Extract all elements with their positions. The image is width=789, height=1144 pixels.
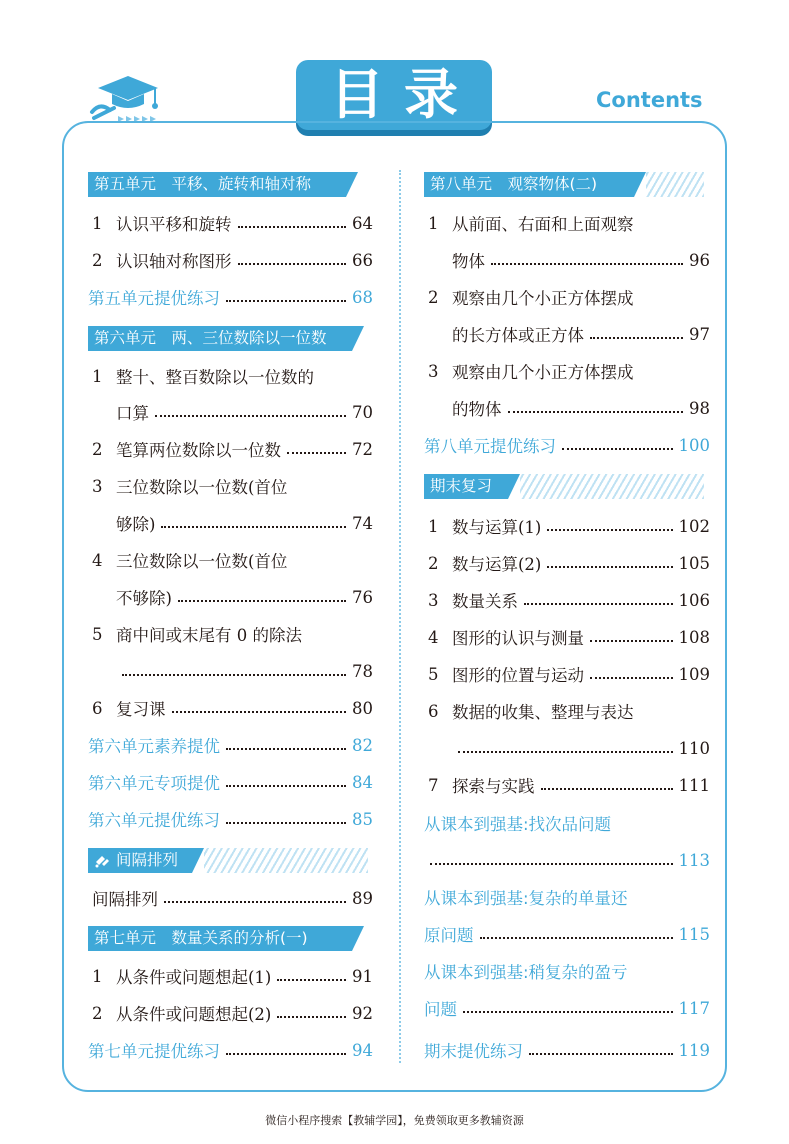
contents-label: Contents (596, 88, 703, 112)
entry-title: 探索与实践 (452, 777, 535, 796)
leader-dots (547, 566, 672, 568)
section-header-unit6[interactable] (88, 326, 373, 351)
leader-dots (590, 640, 673, 642)
toc-entry-continued[interactable] (88, 582, 373, 612)
toc-entry-continued[interactable] (424, 245, 710, 275)
page-number: 102 (678, 516, 710, 536)
entry-number: 3 (428, 361, 439, 381)
page-number: 74 (352, 513, 373, 533)
entry-number: 3 (428, 590, 439, 610)
page-number: 105 (678, 553, 710, 573)
section-title: 期末复习 (430, 477, 493, 495)
entry-title: 不够除) (116, 589, 172, 608)
toc-entry[interactable] (88, 471, 373, 501)
entry-title: 三位数除以一位数(首位 (116, 478, 288, 497)
entry-title: 够除) (116, 515, 156, 534)
leader-dots (529, 1053, 673, 1055)
entry-title: 从条件或问题想起(2) (116, 1005, 272, 1024)
page-number: 106 (678, 590, 710, 610)
entry-title: 第五单元提优练习 (88, 289, 220, 308)
page-number: 96 (689, 250, 710, 270)
leader-dots (122, 674, 346, 676)
leader-dots (287, 452, 346, 454)
toc-entry[interactable] (424, 770, 710, 800)
page-number: 91 (352, 966, 373, 986)
page-number: 85 (352, 809, 373, 829)
entry-number: 4 (92, 550, 103, 570)
toc-entry-continued[interactable] (424, 993, 710, 1023)
section-title: 间隔排列 (116, 851, 179, 869)
page-number: 64 (352, 213, 373, 233)
pencil-stripe-icon (94, 852, 111, 869)
leader-dots (463, 1011, 673, 1013)
toc-entry-practice[interactable] (424, 430, 710, 460)
column-divider (399, 170, 401, 1063)
entry-title: 复习课 (116, 700, 166, 719)
page-number: 110 (678, 738, 710, 758)
page-number: 94 (352, 1040, 373, 1060)
entry-title: 期末提优练习 (424, 1042, 523, 1061)
entry-title: 问题 (424, 1000, 457, 1019)
entry-title: 商中间或末尾有 0 的除法 (116, 626, 302, 645)
toc-entry-continued[interactable] (88, 397, 373, 427)
toc-entry[interactable] (424, 622, 710, 652)
entry-title: 图形的位置与运动 (452, 666, 584, 685)
toc-entry-continued[interactable] (424, 393, 710, 423)
toc-entry-continued[interactable] (424, 319, 710, 349)
entry-title: 数与运算(1) (452, 518, 542, 537)
toc-entry-final-practice[interactable] (424, 1035, 710, 1065)
leader-dots (164, 901, 346, 903)
footer-note: 微信小程序搜索【教辅学园】，免费领取更多教辅资源 (265, 1114, 524, 1127)
toc-entry-continued[interactable] (424, 733, 710, 763)
toc-entry[interactable] (424, 696, 710, 726)
entry-title: 第六单元素养提优 (88, 737, 220, 756)
entry-title: 笔算两位数除以一位数 (116, 441, 281, 460)
page-number: 89 (352, 888, 373, 908)
entry-title: 图形的认识与测量 (452, 629, 584, 648)
header-hatch (204, 848, 368, 873)
entry-number: 1 (428, 516, 439, 536)
entry-number: 2 (92, 439, 103, 459)
entry-title: 认识平移和旋转 (116, 215, 232, 234)
toc-entry-literacy[interactable] (88, 730, 373, 760)
toc-entry[interactable] (424, 282, 710, 312)
page-number: 117 (678, 998, 710, 1018)
entry-title: 整十、整百数除以一位数的 (116, 368, 314, 387)
section-header-interval[interactable] (88, 848, 373, 873)
leader-dots (161, 526, 346, 528)
header-hatch (646, 172, 704, 197)
toc-entry-advanced[interactable] (424, 956, 710, 986)
page-number: 97 (689, 324, 710, 344)
entry-title: 第七单元提优练习 (88, 1042, 220, 1061)
page-number: 119 (678, 1040, 710, 1060)
leader-dots (480, 937, 673, 939)
leader-dots (430, 863, 673, 865)
leader-dots (226, 1053, 346, 1055)
entry-title: 观察由几个小正方体摆成 (452, 363, 634, 382)
header-hatch (520, 474, 704, 499)
toc-entry-practice[interactable] (88, 1035, 373, 1065)
toc-entry[interactable] (88, 961, 373, 991)
toc-entry-continued[interactable] (424, 845, 710, 875)
section-header-final-review[interactable] (424, 474, 710, 499)
toc-entry[interactable] (88, 245, 373, 275)
entry-title: 第六单元提优练习 (88, 811, 220, 830)
leader-dots (178, 600, 346, 602)
entry-title: 数据的收集、整理与表达 (452, 703, 634, 722)
entry-number: 2 (92, 1003, 103, 1023)
toc-entry-continued[interactable] (424, 919, 710, 949)
section-title: 第五单元 平移、旋转和轴对称 (94, 175, 312, 193)
toc-entry[interactable] (88, 619, 373, 649)
toc-entry-advanced[interactable] (424, 882, 710, 912)
entry-title: 第八单元提优练习 (424, 437, 556, 456)
graduation-cap-icon (88, 72, 168, 124)
entry-title: 从前面、右面和上面观察 (452, 215, 634, 234)
leader-dots (238, 263, 347, 265)
page-number: 98 (689, 398, 710, 418)
entry-number: 1 (92, 213, 103, 233)
leader-dots (541, 788, 673, 790)
page-number: 76 (352, 587, 373, 607)
leader-dots (590, 677, 673, 679)
section-header-unit7[interactable] (88, 926, 373, 951)
page-number: 78 (352, 661, 373, 681)
entry-title: 数量关系 (452, 592, 518, 611)
section-title: 第八单元 观察物体(二) (430, 175, 598, 193)
page-number: 109 (678, 664, 710, 684)
toc-entry[interactable] (424, 208, 710, 238)
entry-title: 从条件或问题想起(1) (116, 968, 272, 987)
entry-number: 1 (428, 213, 439, 233)
page-number: 92 (352, 1003, 373, 1023)
entry-number: 2 (428, 287, 439, 307)
entry-number: 4 (428, 627, 439, 647)
entry-number: 6 (92, 698, 103, 718)
toc-entry[interactable] (88, 434, 373, 464)
entry-title: 从课本到强基:找次品问题 (424, 815, 612, 834)
leader-dots (277, 1016, 346, 1018)
page-number: 100 (678, 435, 710, 455)
entry-title: 从课本到强基:稍复杂的盈亏 (424, 963, 628, 982)
entry-number: 5 (428, 664, 439, 684)
toc-entry[interactable] (88, 883, 373, 913)
toc-entry[interactable] (88, 693, 373, 723)
toc-entry[interactable] (88, 545, 373, 575)
section-title: 第六单元 两、三位数除以一位数 (94, 329, 327, 347)
section-title: 第七单元 数量关系的分析(一) (94, 929, 308, 947)
section-header-unit8[interactable] (424, 172, 710, 197)
entry-title: 观察由几个小正方体摆成 (452, 289, 634, 308)
entry-number: 1 (92, 366, 103, 386)
leader-dots (562, 448, 673, 450)
toc-entry[interactable] (424, 659, 710, 689)
entry-title: 数与运算(2) (452, 555, 542, 574)
entry-number: 6 (428, 701, 439, 721)
leader-dots (590, 337, 683, 339)
toc-entry[interactable] (88, 998, 373, 1028)
entry-number: 2 (92, 250, 103, 270)
toc-entry[interactable] (424, 585, 710, 615)
toc-entry-special[interactable] (88, 767, 373, 797)
leader-dots (172, 711, 347, 713)
leader-dots (547, 529, 672, 531)
page-number: 108 (678, 627, 710, 647)
section-header-unit5[interactable] (88, 172, 373, 197)
entry-number: 1 (92, 966, 103, 986)
toc-entry-advanced[interactable] (424, 808, 710, 838)
page-number: 66 (352, 250, 373, 270)
toc-entry[interactable] (88, 361, 373, 391)
page-number: 68 (352, 287, 373, 307)
leader-dots (226, 748, 346, 750)
page-title: 目录 (330, 63, 478, 126)
entry-title: 从课本到强基:复杂的单量还 (424, 889, 628, 908)
page-number: 84 (352, 772, 373, 792)
leader-dots (508, 411, 684, 413)
entry-title: 三位数除以一位数(首位 (116, 552, 288, 571)
page-number: 80 (352, 698, 373, 718)
entry-number: 5 (92, 624, 103, 644)
entry-title: 口算 (116, 404, 149, 423)
leader-dots (491, 263, 683, 265)
page-number: 113 (678, 850, 710, 870)
entry-number: 7 (428, 775, 439, 795)
entry-title: 的长方体或正方体 (452, 326, 584, 345)
toc-entry[interactable] (424, 511, 710, 541)
leader-dots (226, 785, 346, 787)
leader-dots (524, 603, 673, 605)
toc-entry-continued[interactable] (88, 656, 373, 686)
toc-entry-continued[interactable] (88, 508, 373, 538)
toc-entry[interactable] (424, 548, 710, 578)
page-number: 82 (352, 735, 373, 755)
leader-dots (277, 979, 346, 981)
title-box (296, 60, 492, 130)
leader-dots (238, 226, 347, 228)
entry-number: 2 (428, 553, 439, 573)
leader-dots (226, 300, 346, 302)
toc-entry[interactable] (88, 208, 373, 238)
page-number: 115 (678, 924, 710, 944)
entry-title: 间隔排列 (92, 890, 158, 909)
toc-entry-practice[interactable] (88, 804, 373, 834)
page-number: 72 (352, 439, 373, 459)
page-number: 111 (678, 775, 710, 795)
entry-title: 原问题 (424, 926, 474, 945)
leader-dots (226, 822, 346, 824)
toc-entry[interactable] (424, 356, 710, 386)
entry-title: 第六单元专项提优 (88, 774, 220, 793)
leader-dots (458, 751, 673, 753)
leader-dots (155, 415, 346, 417)
entry-title: 物体 (452, 252, 485, 271)
toc-entry-practice[interactable] (88, 282, 373, 312)
entry-number: 3 (92, 476, 103, 496)
page-number: 70 (352, 402, 373, 422)
entry-title: 的物体 (452, 400, 502, 419)
entry-title: 认识轴对称图形 (116, 252, 232, 271)
